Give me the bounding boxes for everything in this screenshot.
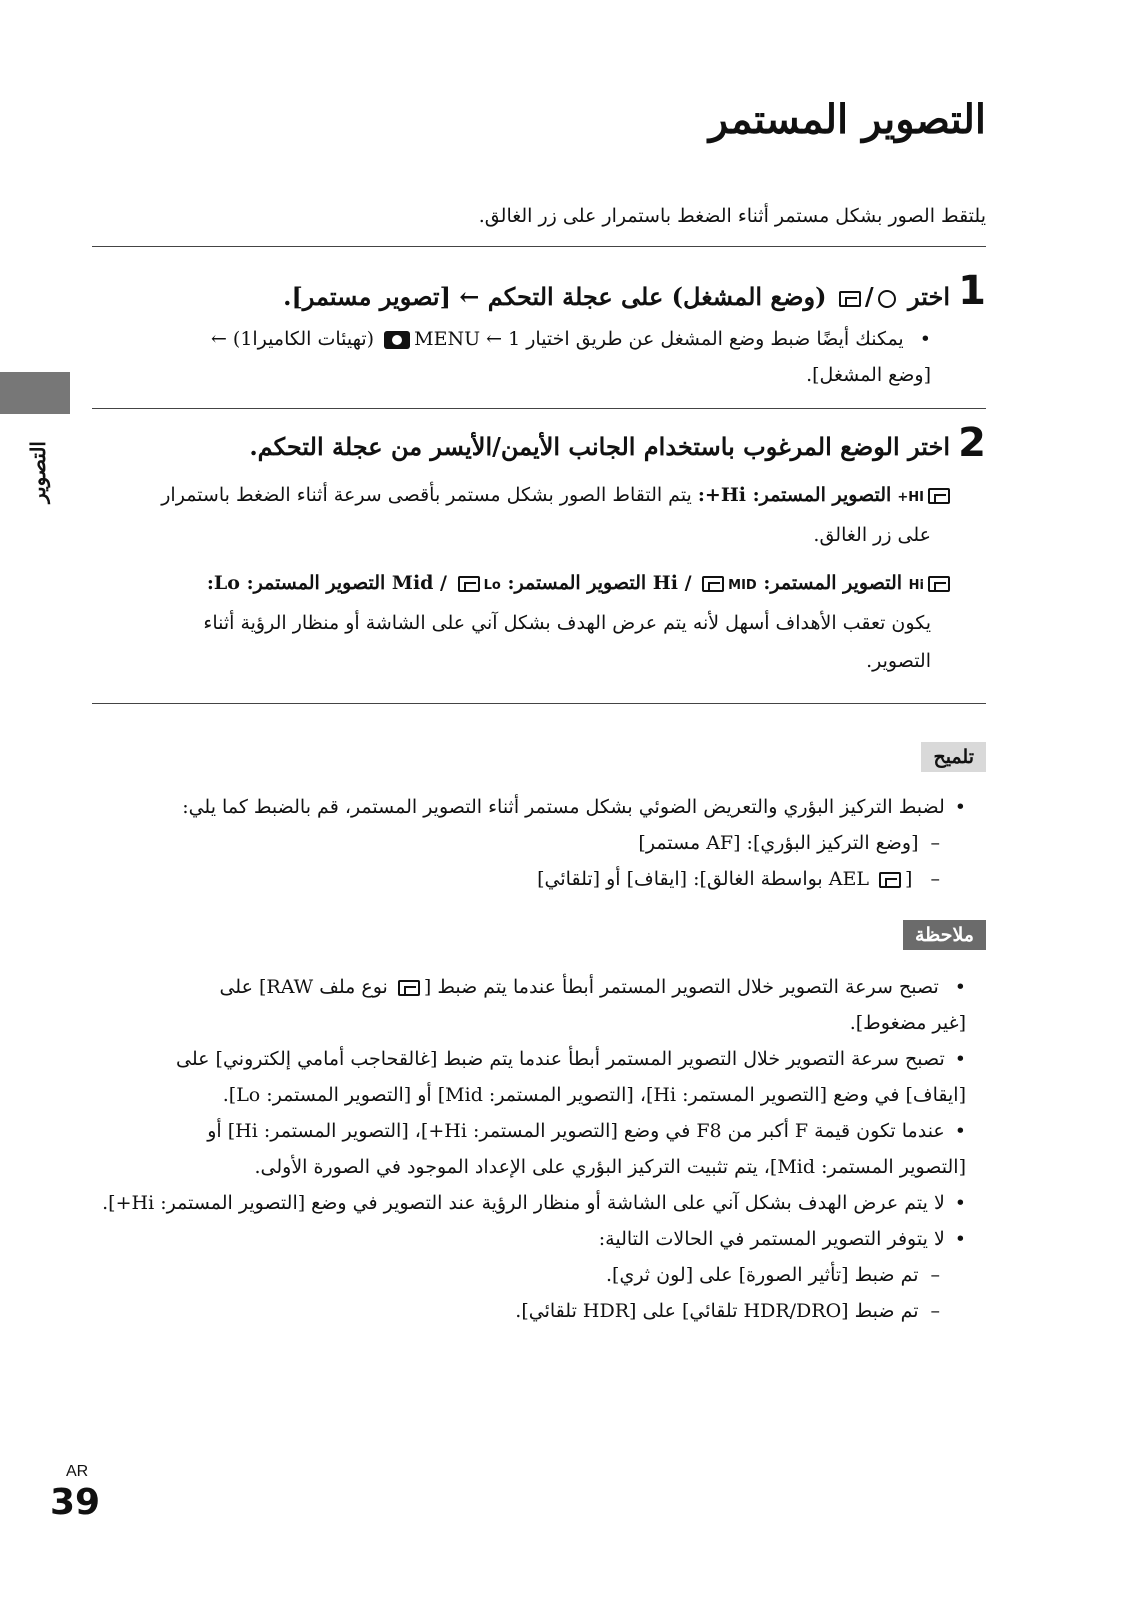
divider xyxy=(92,408,986,409)
step-1-note-mid: 1 xyxy=(508,328,521,350)
step-1-text-a: اختر xyxy=(908,282,950,311)
step-1-note-cam-after: (تهيئات الكاميرا1) ← xyxy=(210,328,375,350)
note-b1-line2: [غير مضغوط]. xyxy=(849,1012,966,1034)
continuous-lo-icon xyxy=(458,576,480,592)
intro-text: يلتقط الصور بشكل مستمر أثناء الضغط باستمرار على زر الغالق. xyxy=(478,205,986,227)
step-1-instruction: اختر / (وضع المشغل) على عجلة التحكم ← [تصوير مستمر]. xyxy=(283,282,950,311)
continuous-hiplus-icon xyxy=(928,488,950,504)
drive-mode-icon xyxy=(839,291,861,307)
step-2-instruction: اختر الوضع المرغوب باستخدام الجانب الأيمن/الأيسر من عجلة التحكم. xyxy=(249,432,950,461)
step-1-number: 1 xyxy=(958,268,986,314)
hint-dash-2-a: [ xyxy=(905,868,913,890)
step-2-number: 2 xyxy=(958,420,986,466)
modes-desc-line1: يكون تعقب الأهداف أسهل لأنه يتم عرض الهدف بشكل آني على الشاشة أو منظار الرؤية أثناء xyxy=(203,612,931,634)
note-b5-dash-2: – تم ضبط [HDR/DRO تلقائي] على [HDR تلقائي]. xyxy=(515,1294,940,1328)
note-b5-dash-1: – تم ضبط [تأثير الصورة] على [لون ثري]. xyxy=(606,1258,940,1292)
hi-label: التصوير المستمر: Hi / xyxy=(652,572,903,594)
step-1-note xyxy=(211,322,931,356)
hiplus-desc-line1: يتم التقاط الصور بشكل مستمر بأقصى سرعة أثناء الضغط باستمرار xyxy=(161,484,692,506)
page-title: التصوير المستمر xyxy=(708,96,986,143)
mid-label: التصوير المستمر: Mid / xyxy=(391,572,647,594)
section-tab-marker xyxy=(0,372,70,414)
hint-dash-1: – [وضع التركيز البؤري]: [AF مستمر] xyxy=(638,826,940,860)
note-b2-line2: [ايقاف] في وضع [التصوير المستمر: Hi]، [التصوير المستمر: Mid] أو [التصوير المستمر: Lo]. xyxy=(222,1084,966,1106)
step-1-note-line2: [وضع المشغل]. xyxy=(806,364,931,386)
note-b1-b: نوع ملف RAW] على xyxy=(219,976,388,998)
hint-dash-2 xyxy=(537,862,940,896)
step-1-text-b: (وضع المشغل) على عجلة التحكم ← [تصوير مستمر]. xyxy=(283,282,827,311)
hi-icon-label: Hi xyxy=(908,578,924,593)
step-1-note-line1: يمكنك أيضًا ضبط وضع المشغل عن طريق اختيار MENU ← xyxy=(414,328,904,350)
footer-language: AR xyxy=(66,1463,89,1480)
note-b5: • لا يتوفر التصوير المستمر في الحالات التالية: xyxy=(599,1222,966,1256)
note-b3-line1: • عندما تكون قيمة F أكبر من F8 في وضع [التصوير المستمر: Hi+]، [التصوير المستمر: Hi] أو xyxy=(207,1114,966,1148)
note-bullet-1 xyxy=(219,970,966,1004)
note-b3-line2: [التصوير المستمر: Mid]، يتم تثبيت التركيز البؤري على الإعداد الموجود في الصورة الأولى. xyxy=(254,1156,966,1178)
hiplus-icon-label: HI+ xyxy=(897,490,924,505)
page-number: 39 xyxy=(50,1482,101,1523)
mode-hiplus xyxy=(161,478,954,515)
modes-desc-line2: التصوير. xyxy=(866,650,931,672)
mode-hi-mid-lo xyxy=(207,566,954,603)
lo-icon-label: Lo xyxy=(483,578,501,593)
self-timer-icon xyxy=(878,290,896,308)
divider xyxy=(92,703,986,704)
continuous-hi-icon xyxy=(928,576,950,592)
note-b1-a: تصبح سرعة التصوير خلال التصوير المستمر أبطأ عندما يتم ضبط [ xyxy=(423,976,939,998)
mid-icon-label: MID xyxy=(728,578,757,593)
hint-badge: تلميح xyxy=(921,742,986,772)
hiplus-desc-line2: على زر الغالق. xyxy=(813,524,931,546)
hint-dash-2-b: AEL بواسطة الغالق]: [ايقاف] أو [تلقائي] xyxy=(537,868,869,890)
note-badge: ملاحظة xyxy=(903,920,986,950)
divider xyxy=(92,246,986,247)
hiplus-label: التصوير المستمر: Hi+: xyxy=(697,484,892,506)
hint-bullet: • لضبط التركيز البؤري والتعريض الضوئي بشكل مستمر أثناء التصوير المستمر، قم بالضبط كما يلي: xyxy=(182,790,966,824)
shutter-ael-icon xyxy=(879,872,901,888)
camera-icon xyxy=(384,331,410,349)
lo-label: التصوير المستمر: Lo: xyxy=(206,572,386,594)
continuous-mid-icon xyxy=(702,576,724,592)
note-b2-line1: • تصبح سرعة التصوير خلال التصوير المستمر أبطأ عندما يتم ضبط [غالقحاجب أمامي إلكتروني] على xyxy=(176,1042,966,1076)
note-b4: • لا يتم عرض الهدف بشكل آني على الشاشة أو منظار الرؤية عند التصوير في وضع [التصوير المستمر: Hi+]. xyxy=(102,1186,966,1220)
section-side-label: التصوير xyxy=(26,441,50,503)
raw-file-icon xyxy=(398,980,420,996)
